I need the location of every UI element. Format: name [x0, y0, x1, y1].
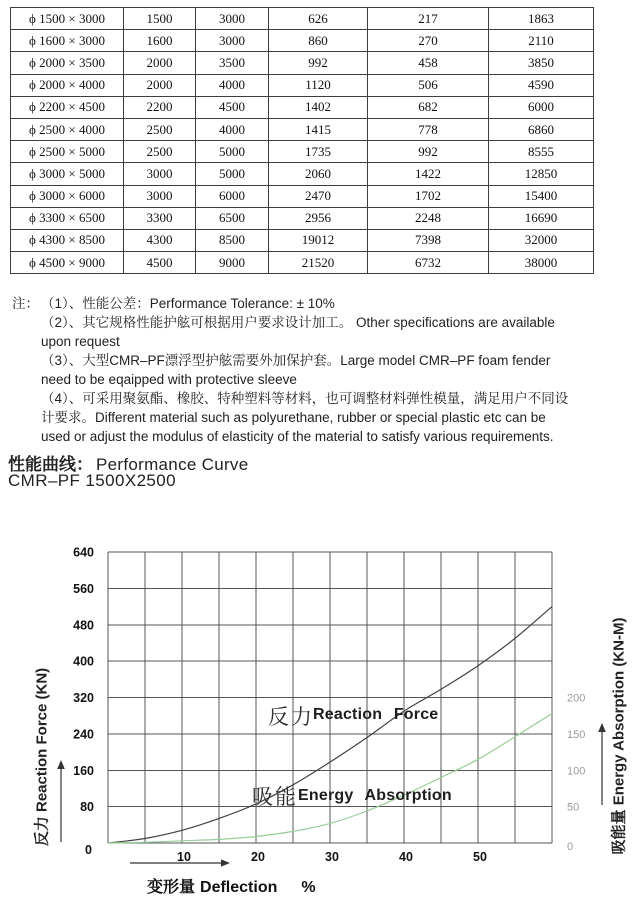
y-axis-tick-right: 150	[567, 728, 586, 741]
table-cell: 1600	[124, 30, 196, 52]
table-cell: 2248	[368, 207, 489, 229]
table-cell: ϕ 1500 × 3000	[11, 8, 124, 30]
table-cell: ϕ 3300 × 6500	[11, 207, 124, 229]
table-cell: ϕ 2500 × 5000	[11, 141, 124, 163]
table-cell: 5000	[196, 141, 269, 163]
table-cell: 626	[269, 8, 368, 30]
table-cell: 2956	[269, 207, 368, 229]
table-cell: 6000	[196, 185, 269, 207]
table-cell: 4500	[196, 96, 269, 118]
x-axis-tick: 20	[251, 850, 265, 864]
table-row	[11, 8, 594, 30]
table-cell: 3500	[196, 52, 269, 74]
notes-lines	[41, 294, 568, 446]
notes-section	[12, 294, 568, 446]
table-row	[11, 252, 594, 274]
table-row	[11, 52, 594, 74]
y-axis-tick-left: 320	[73, 691, 94, 705]
table-cell: ϕ 3000 × 6000	[11, 185, 124, 207]
note-line: need to be eqaipped with protective sleeve	[41, 372, 297, 387]
table-cell: ϕ 2200 × 4500	[11, 96, 124, 118]
table-cell: 4000	[196, 74, 269, 96]
section-title-en: Performance Curve	[96, 455, 249, 474]
table-row	[11, 185, 594, 207]
y-axis-label-right: 吸能量 Energy Absorption (KN-M)	[610, 617, 628, 855]
table-cell: 506	[368, 74, 489, 96]
table-cell: 3850	[489, 52, 594, 74]
performance-chart	[0, 530, 633, 901]
y-axis-tick-right: 0	[567, 841, 574, 853]
table-cell: 8555	[489, 141, 594, 163]
right-arrow-icon-x-axis	[130, 857, 230, 869]
origin-tick: 0	[85, 843, 92, 857]
table-cell: 217	[368, 8, 489, 30]
table-cell: 4300	[124, 229, 196, 251]
table-cell: 6732	[368, 252, 489, 274]
x-axis-label-unit: %	[301, 879, 316, 896]
model-label: CMR–PF 1500X2500	[8, 471, 176, 490]
table-cell: 270	[368, 30, 489, 52]
table-row	[11, 74, 594, 96]
table-cell: 2110	[489, 30, 594, 52]
table-cell: 32000	[489, 229, 594, 251]
table-cell: 3000	[124, 185, 196, 207]
table-cell: 1415	[269, 118, 368, 140]
table-cell: 1120	[269, 74, 368, 96]
table-cell: 8500	[196, 229, 269, 251]
table-cell: 6500	[196, 207, 269, 229]
table-cell: ϕ 2000 × 3500	[11, 52, 124, 74]
y-axis-tick-left: 640	[73, 545, 94, 560]
x-axis-tick: 40	[399, 850, 413, 864]
table-cell: 4590	[489, 74, 594, 96]
table-cell: 38000	[489, 252, 594, 274]
table-cell: 6860	[489, 118, 594, 140]
note-line: （3）、大型CMR–PF漂浮型护舷需要外加保护套。Large model CMR–PF foam fender	[41, 353, 551, 368]
reaction-force-label: Reaction Force	[313, 706, 439, 723]
notes-label: 注：	[12, 296, 39, 311]
table-cell: 15400	[489, 185, 594, 207]
table-cell: 1422	[368, 163, 489, 185]
y-axis-tick-left: 560	[73, 581, 94, 596]
table-cell: 860	[269, 30, 368, 52]
table-cell: ϕ 1600 × 3000	[11, 30, 124, 52]
note-line: 计要求。Different material such as polyurethane, rubber or special plastic etc can be	[41, 410, 546, 425]
table-cell: ϕ 2500 × 4000	[11, 118, 124, 140]
energy-absorption-label: Energy Absorption	[298, 787, 452, 804]
table-cell: 5000	[196, 163, 269, 185]
table-row	[11, 118, 594, 140]
table-row	[11, 207, 594, 229]
table-cell: 4000	[196, 118, 269, 140]
table-cell: 1702	[368, 185, 489, 207]
table-cell: 2470	[269, 185, 368, 207]
table-row	[11, 30, 594, 52]
table-cell: ϕ 3000 × 5000	[11, 163, 124, 185]
y-axis-tick-right: 100	[567, 765, 586, 778]
table-cell: 16690	[489, 207, 594, 229]
y-axis-tick-left: 80	[80, 800, 94, 815]
table-cell: 19012	[269, 229, 368, 251]
table-cell: 1863	[489, 8, 594, 30]
note-line: upon request	[41, 334, 120, 349]
table-cell: ϕ 4500 × 9000	[11, 252, 124, 274]
up-arrow-icon-left-axis	[54, 760, 68, 844]
table-cell: ϕ 4300 × 8500	[11, 229, 124, 251]
table-cell: 682	[368, 96, 489, 118]
x-axis-label-en: Deflection	[200, 879, 278, 896]
x-axis-tick: 50	[473, 850, 487, 864]
table-cell: 6000	[489, 96, 594, 118]
table-cell: 2000	[124, 52, 196, 74]
table-cell: 2060	[269, 163, 368, 185]
table-cell: 4500	[124, 252, 196, 274]
table-cell: 1735	[269, 141, 368, 163]
x-axis-tick: 10	[177, 850, 191, 864]
y-axis-tick-right: 50	[567, 801, 580, 814]
y-axis-label-left: 反力 Reaction Force (KN)	[33, 667, 51, 847]
table-cell: 1402	[269, 96, 368, 118]
y-axis-tick-left: 160	[73, 763, 94, 778]
note-line: used or adjust the modulus of elasticity of the material to satisfy various requirements.	[41, 429, 554, 444]
table-cell: 2200	[124, 96, 196, 118]
table-cell: 3300	[124, 207, 196, 229]
note-line: （1）、性能公差：Performance Tolerance: ± 10%	[41, 296, 335, 311]
up-arrow-icon-right-axis	[595, 723, 609, 807]
table-cell: ϕ 2000 × 4000	[11, 74, 124, 96]
table-cell: 992	[269, 52, 368, 74]
table-cell: 2000	[124, 74, 196, 96]
section-title-cn: 性能曲线：	[8, 455, 93, 474]
table-cell: 3000	[196, 30, 269, 52]
table-cell: 3000	[196, 8, 269, 30]
table-cell: 7398	[368, 229, 489, 251]
note-line: （2）、其它规格性能护舷可根据用户要求设计加工。 Other specifications are available	[41, 315, 555, 330]
table-row	[11, 141, 594, 163]
reaction-force-label-cn: 反力	[268, 706, 314, 729]
table-cell: 12850	[489, 163, 594, 185]
table-row	[11, 229, 594, 251]
x-axis-label-cn: 变形量	[147, 879, 196, 896]
x-axis-label	[147, 874, 316, 897]
y-axis-tick-left: 480	[73, 618, 94, 633]
note-line: （4）、可采用聚氨酯、橡胶、特种塑料等材料，也可调整材料弹性模量，满足用户不同设	[41, 391, 569, 406]
y-axis-tick-left: 400	[73, 654, 94, 669]
table-cell: 992	[368, 141, 489, 163]
spec-table	[10, 7, 594, 274]
table-cell: 3000	[124, 163, 196, 185]
y-axis-tick-left: 240	[73, 727, 94, 742]
table-cell: 2500	[124, 141, 196, 163]
x-axis-tick: 30	[325, 850, 339, 864]
energy-absorption-label-cn: 吸能	[252, 786, 298, 809]
table-cell: 2500	[124, 118, 196, 140]
y-axis-tick-right: 200	[567, 692, 586, 705]
table-cell: 458	[368, 52, 489, 74]
table-cell: 9000	[196, 252, 269, 274]
table-cell: 778	[368, 118, 489, 140]
table-row	[11, 163, 594, 185]
table-row	[11, 96, 594, 118]
table-cell: 1500	[124, 8, 196, 30]
table-cell: 21520	[269, 252, 368, 274]
